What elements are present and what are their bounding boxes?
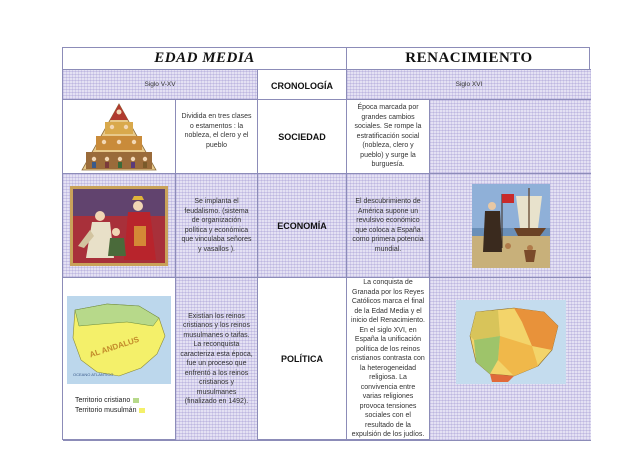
- economia-left-text: Se implanta el feudalismo. (sistema de organización política y económica que vinculaba señores y vasallos ).: [176, 174, 258, 278]
- politica-label: POLÍTICA: [258, 278, 347, 441]
- sociedad-left-text: Dividida en tres clases o estamentos : la nobleza, el clero y el pueblo: [176, 100, 258, 174]
- columbus-landing-painting: [472, 184, 550, 268]
- legend-christian: [75, 397, 139, 404]
- legend-muslim: [75, 407, 145, 414]
- edad-media-title: EDAD MEDIA: [63, 48, 347, 70]
- al-andalus-map-label: AL ANDALUS: [88, 334, 141, 360]
- legend-christian-swatch: [133, 398, 139, 403]
- politica-right-text: La conquista de Granada por los Reyes Católicos marca el final de la Edad Media y el inicio del Renacimiento. En el siglo XVI, en España la unificación política de los reinos cristianos contrasta con la heterogeneidad religiosa. La convivencia entre varias religiones provoca tensiones sociales con el resultado de la expulsión de los judíos.: [347, 278, 430, 441]
- al-andalus-map-cell: [63, 278, 176, 441]
- ocean-map-label: OCEANO ATLANTICO: [73, 372, 114, 377]
- sociedad-right-text: Época marcada por grandes cambios sociales. Se rompe la estratificación social (nobleza, clero y pueblo) y surge la burguesía.: [347, 100, 430, 174]
- legend-muslim-swatch: [139, 408, 145, 413]
- legend-christian-label: Territorio cristiano: [75, 397, 131, 404]
- homage-image: [63, 174, 176, 278]
- comparison-table: [62, 47, 590, 440]
- cronologia-label: CRONOLOGÍA: [258, 70, 347, 100]
- legend-muslim-label: Territorio musulmán: [75, 407, 137, 414]
- economia-label: ECONOMÍA: [258, 174, 347, 278]
- feudal-pyramid-image: [63, 100, 176, 174]
- left-period: Siglo V-XV: [63, 70, 258, 100]
- spain-map-cell: [430, 278, 591, 441]
- politica-left-text: Existían los reinos cristianos y los reinos musulmanes o taifas. La reconquista caracteriza esta época, fue un proceso que enfrentó a los reinos cristianos y musulmanes (finalizado en 1492).: [176, 278, 258, 441]
- sociedad-label: SOCIEDAD: [258, 100, 347, 174]
- right-period: Siglo XVI: [347, 70, 591, 100]
- columbus-image: [430, 174, 591, 278]
- al-andalus-map: [67, 296, 171, 384]
- feudal-pyramid-illustration: [74, 102, 164, 172]
- spain-kingdoms-map: [456, 300, 566, 384]
- sociedad-right-blank: [430, 100, 591, 174]
- renacimiento-title: RENACIMIENTO: [347, 48, 591, 70]
- medieval-homage-miniature: [70, 186, 168, 266]
- economia-right-text: El descubrimiento de América supone un revulsivo económico que coloca a España como primera potencia mundial.: [347, 174, 430, 278]
